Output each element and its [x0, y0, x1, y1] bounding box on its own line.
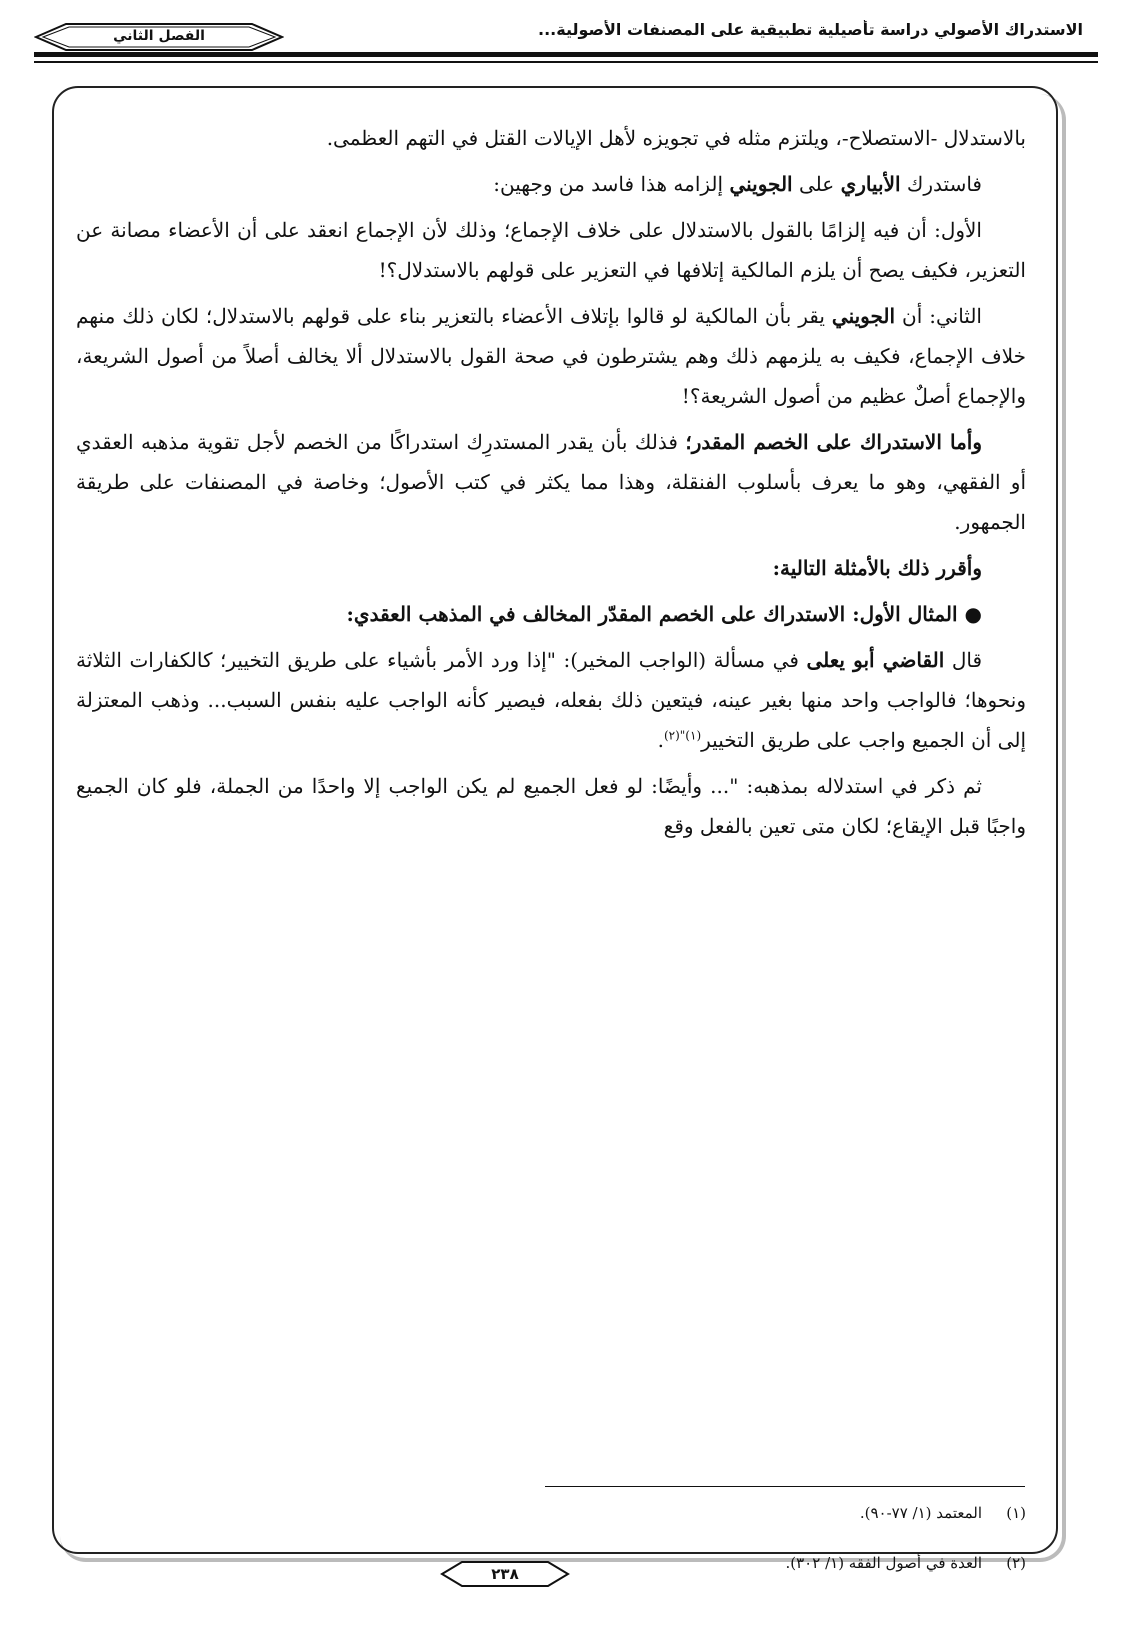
paragraph-2 [76, 164, 1026, 204]
paragraph-5 [76, 422, 1026, 542]
paragraph-3: الأول: أن فيه إلزامًا بالقول بالاستدلال على خلاف الإجماع؛ وذلك لأن الإجماع انعقد على أن الأعضاء مصانة عن التعزير، فكيف يصح أن يلزم المالكية إتلافها في التعزير على قولهم بالاستدلال؟! [76, 218, 1026, 282]
page-number-tab [440, 1559, 570, 1589]
bold-heading: وأما الاستدراك على الخصم المقدر؛ [685, 430, 983, 454]
paragraph-4 [76, 296, 1026, 416]
bold-name: القاضي أبو يعلى [806, 648, 945, 672]
header-rule-thick [34, 52, 1098, 57]
main-text [76, 118, 1026, 852]
footnote-text: المعتمد (١/ ٧٧-٩٠). [859, 1504, 982, 1522]
paragraph-1: بالاستدلال -الاستصلاح-، ويلتزم مثله في تجويزه لأهل الإيالات القتل في التهم العظمى. [326, 126, 1026, 150]
text-run: . [657, 728, 664, 752]
text-run: فذلك بأن يقدر المستدرِك استدراكًا من الخصم لأجل تقوية مذهبه العقدي أو الفقهي، وهو ما يعرف بأسلوب الفنقلة، وهذا مما يكثر في كتب الأصول؛ وخاصة في المصنفات على طريقة الجمهور. [76, 430, 1026, 534]
chapter-tab [34, 22, 284, 52]
footnote-number: (٢) [1006, 1554, 1026, 1572]
bold-name: الجويني [729, 172, 793, 196]
example-heading: ● المثال الأول: الاستدراك على الخصم المقدّر المخالف في المذهب العقدي: [346, 602, 982, 626]
text-run: يقر بأن المالكية لو قالوا بإتلاف الأعضاء بالتعزير بناء على قولهم بالاستدلال؛ لكان ذلك منهم خلاف الإجماع، فكيف به يلزمهم ذلك وهم يشترطون في صحة القول بالاستدلال ألا يخالف أصلاً من أصول الشريعة، والإجماع أصلٌ عظيم من أصول الشريعة؟! [76, 304, 1026, 408]
text-run: إلزامه هذا فاسد من وجهين: [493, 172, 730, 196]
text-run: قال [944, 648, 983, 672]
paragraph-8 [76, 640, 1026, 760]
footnote-ref: (١)"(٢) [663, 728, 702, 743]
text-run: الثاني: أن [895, 304, 982, 328]
page-number: ٢٣٨ [491, 1565, 519, 1583]
paragraph-9: ثم ذكر في استدلاله بمذهبه: "... وأيضًا: لو فعل الجميع لم يكن الواجب إلا واحدًا من الجملة، فلو كان الجميع واجبًا قبل الإيقاع؛ لكان متى تعين بالفعل وقع [76, 774, 1026, 838]
header-rule-thin [34, 61, 1098, 63]
page-header [0, 0, 1121, 80]
bold-name: الجويني [831, 304, 896, 328]
chapter-label: الفصل الثاني [113, 28, 205, 44]
footnote-number: (١) [1006, 1504, 1026, 1522]
bold-name: الأبياري [840, 172, 901, 196]
footnote-text: العدة في أصول الفقه (١/ ٣٠٢). [785, 1554, 982, 1572]
text-run: على [792, 172, 841, 196]
text-run: في مسألة (الواجب المخير): "إذا ورد الأمر بأشياء على طريق التخيير؛ كالكفارات الثلاثة ونحوها؛ فالواجب واحد منها بغير عينه، فيتعين ذلك بفعله، فيصير كأنه الواجب عليه بنفس السبب... وذهب المعتزلة إلى أن الجميع واجب على طريق التخيير [76, 648, 1026, 752]
text-run: فاستدرك [900, 172, 982, 196]
paragraph-6: وأقرر ذلك بالأمثلة التالية: [772, 556, 982, 580]
footnote-separator [545, 1486, 1025, 1487]
book-title: الاستدراك الأصولي دراسة تأصيلية تطبيقية على المصنفات الأصولية... [538, 20, 1083, 39]
footnote-1 [76, 1498, 1026, 1528]
